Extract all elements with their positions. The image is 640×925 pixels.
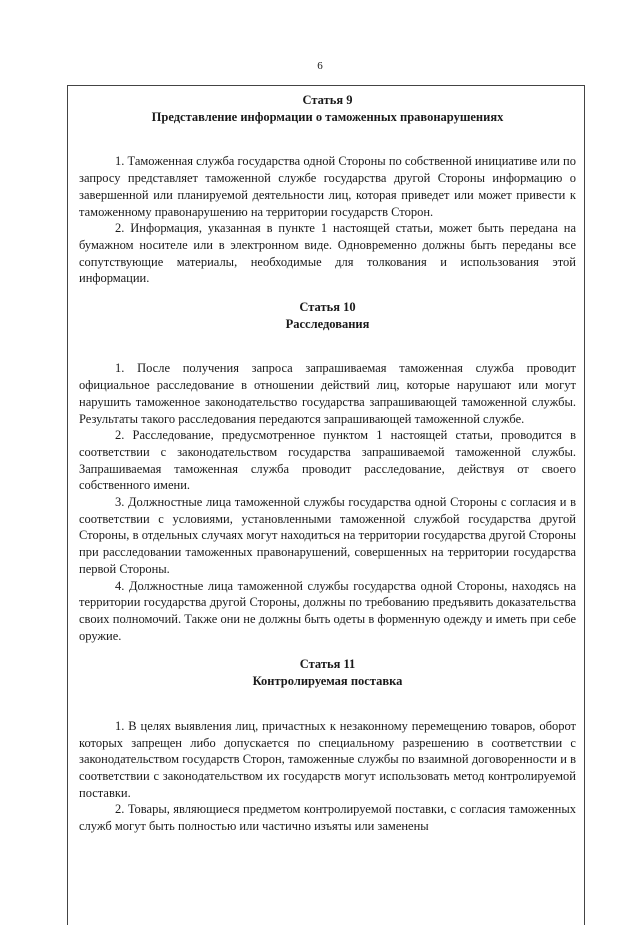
paragraph: 1. После получения запроса запрашиваемая таможенная служба проводит официальное расследование в отношении действий лиц, которые нарушают или могут нарушить таможенное законодательство государства запрашивающей таможенной службы. Результаты такого расследования передаются запрашивающей таможенной службе. [79,361,576,426]
page-number: 6 [317,60,323,72]
article-title: Представление информации о таможенных правонарушениях [151,109,504,124]
paragraph: 3. Должностные лица таможенной службы государства одной Стороны с согласия и в соответствии с условиями, установленными таможенной службой государства другой Стороны, в отдельных случаях могут находиться на территории государства другой Стороны при расследовании таможенных правонарушений, совершенных на территории государства первой Стороны. [79,495,576,576]
article-title: Расследования [285,316,370,331]
article-number: Статья 10 [299,300,356,315]
article-11 [79,656,576,834]
paragraph: 2. Информация, указанная в пункте 1 настоящей статьи, может быть передана на бумажном носителе или в электронном виде. Одновременно должны быть переданы все сопутствующие материалы, необходимые для толкования и использования этой информации. [79,221,576,286]
document-body [79,92,576,847]
paragraph: 4. Должностные лица таможенной службы государства одной Стороны, находясь на территории государства другой Стороны, должны по требованию предъявить доказательства своих полномочий. Также они не должны быть одеты в форменную одежду и иметь при себе оружие. [79,578,576,643]
article-10 [79,299,576,644]
paragraph: 2. Расследование, предусмотренное пунктом 1 настоящей статьи, проводится в соответствии с законодательством государства запрашиваемой таможенной службы. Запрашиваемая таможенная служба проводит расследование, действуя от своего собственного имени. [79,428,576,493]
article-number: Статья 9 [302,93,353,107]
article-9 [79,92,576,287]
paragraph: 1. Таможенная служба государства одной Стороны по собственной инициативе или по запросу представляет таможенной службе государства другой Стороны информацию о завершенной или планируемой деятельности лиц, которая приведет или может привести к таможенному правонарушению на территории государств Сторон. [79,154,576,219]
paragraph: 2. Товары, являющиеся предметом контролируемой поставки, с согласия таможенных служб могут быть полностью или частично изъяты или заменены [79,802,576,834]
article-number: Статья 11 [299,657,356,672]
paragraph: 1. В целях выявления лиц, причастных к незаконному перемещению товаров, оборот которых запрещен либо допускается по специальному разрешению в соответствии с законодательством государств Сторон, таможенные службы по взаимной договоренности и в соответствии с законодательством их государств могут использовать метод контролируемой поставки. [79,718,576,800]
article-title: Контролируемая поставка [252,674,403,689]
